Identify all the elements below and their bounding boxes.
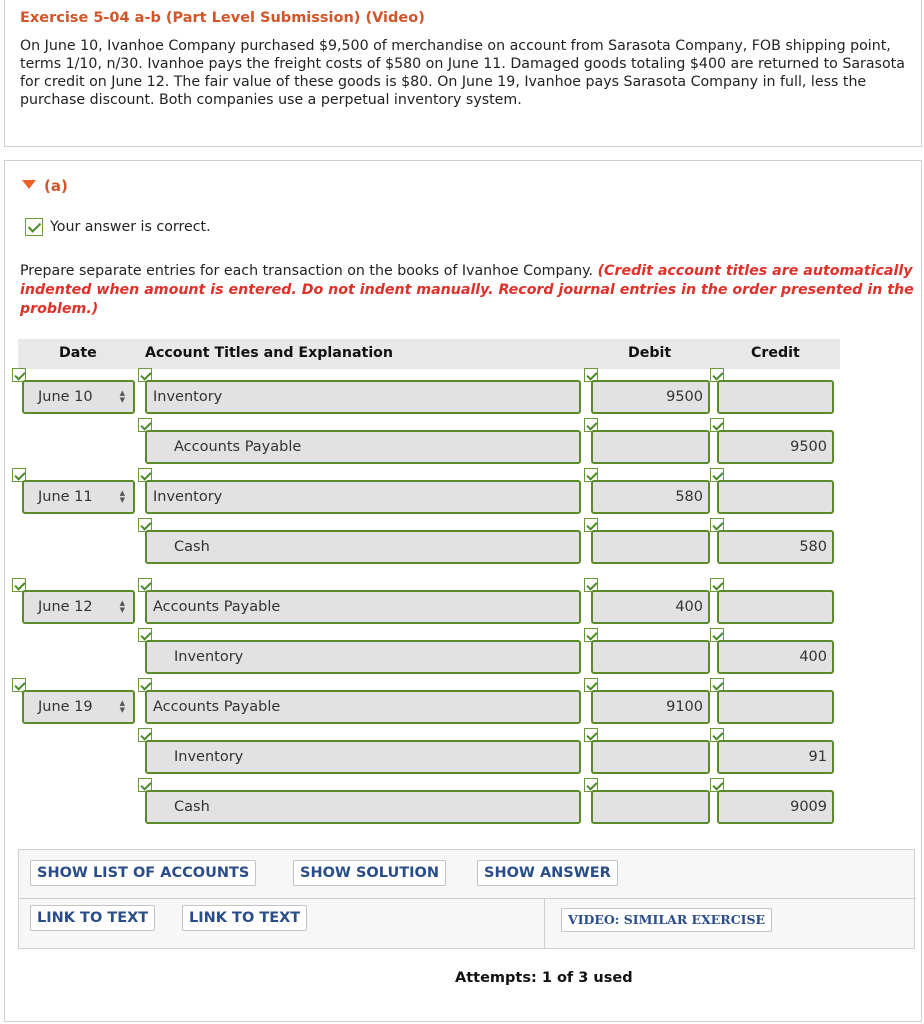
date-select-value: June 11 [38, 489, 93, 505]
select-arrows-icon: ▲ ▼ [119, 699, 125, 714]
debit-input-value: 9500 [666, 389, 703, 405]
account-title-input[interactable] [145, 740, 581, 774]
credit-input[interactable] [717, 790, 834, 824]
account-title-input-value: Inventory [174, 649, 244, 665]
debit-input[interactable] [591, 380, 710, 414]
credit-input-value: 400 [799, 649, 827, 665]
instructions [20, 262, 915, 319]
exercise-text: On June 10, Ivanhoe Company purchased $9,500 of merchandise on account from Sarasota Company, FOB shipping point, terms 1/10, n/30. Ivanhoe pays the freight costs of $580 on June 11. Damaged goods totaling $400 are returned to Sarasota for credit on June 12. The fair value of these goods is $80. On June 19, Ivanhoe pays Sarasota Company in full, less the purchase discount. Both companies use a perpetual inventory system. [20, 38, 905, 108]
credit-input[interactable] [717, 740, 834, 774]
account-title-input-value: Accounts Payable [153, 599, 281, 615]
show-list-of-accounts-button[interactable]: SHOW LIST OF ACCOUNTS [30, 860, 256, 886]
debit-input-value: 400 [675, 599, 703, 615]
account-title-input[interactable] [145, 640, 581, 674]
date-select[interactable] [22, 380, 135, 414]
account-title-input-value: Inventory [153, 389, 223, 405]
account-title-input[interactable] [145, 530, 581, 564]
button-area [18, 849, 915, 949]
account-title-input-value: Accounts Payable [153, 699, 281, 715]
debit-input[interactable] [591, 790, 710, 824]
credit-input-value: 91 [808, 749, 827, 765]
date-select[interactable] [22, 590, 135, 624]
check-icon [25, 218, 43, 236]
credit-input[interactable] [717, 380, 834, 414]
credit-input-value: 580 [799, 539, 827, 555]
debit-input-value: 580 [675, 489, 703, 505]
account-title-input[interactable] [145, 380, 581, 414]
credit-input-value: 9009 [790, 799, 827, 815]
credit-input[interactable] [717, 590, 834, 624]
correct-status-text: Your answer is correct. [50, 219, 211, 235]
account-title-input[interactable] [145, 590, 581, 624]
header-credit: Credit [751, 345, 800, 361]
part-toggle[interactable] [22, 177, 68, 195]
journal-table-header [18, 339, 840, 369]
instruction-note: (Credit account titles are automatically indented when amount is entered. Do not indent manually. Record journal entries in the order presented in the problem.) [20, 263, 914, 317]
credit-input[interactable] [717, 480, 834, 514]
show-solution-button[interactable]: SHOW SOLUTION [293, 860, 446, 886]
header-debit: Debit [628, 345, 672, 361]
select-arrows-icon: ▲ ▼ [119, 389, 125, 404]
debit-input-value: 9100 [666, 699, 703, 715]
divider [544, 898, 545, 949]
account-title-input[interactable] [145, 790, 581, 824]
credit-input[interactable] [717, 430, 834, 464]
debit-input[interactable] [591, 640, 710, 674]
header-account: Account Titles and Explanation [145, 345, 394, 361]
debit-input[interactable] [591, 740, 710, 774]
debit-input[interactable] [591, 480, 710, 514]
account-title-input-value: Cash [174, 799, 210, 815]
collapse-triangle-icon [22, 180, 36, 189]
part-label: (a) [44, 177, 68, 195]
date-select-value: June 12 [38, 599, 93, 615]
debit-input[interactable] [591, 690, 710, 724]
attempts-counter: Attempts: 1 of 3 used [455, 970, 633, 986]
debit-input[interactable] [591, 430, 710, 464]
date-select-value: June 10 [38, 389, 93, 405]
select-arrows-icon: ▲ ▼ [119, 489, 125, 504]
credit-input[interactable] [717, 640, 834, 674]
instruction-text: Prepare separate entries for each transaction on the books of Ivanhoe Company. [20, 263, 594, 279]
link-to-text-button-2[interactable]: LINK TO TEXT [182, 905, 307, 931]
link-to-text-button-1[interactable]: LINK TO TEXT [30, 905, 155, 931]
account-title-input-value: Cash [174, 539, 210, 555]
date-select-value: June 19 [38, 699, 93, 715]
credit-input-value: 9500 [790, 439, 827, 455]
account-title-input[interactable] [145, 690, 581, 724]
date-select[interactable] [22, 480, 135, 514]
correct-status [25, 218, 211, 236]
credit-input[interactable] [717, 690, 834, 724]
select-arrows-icon: ▲ ▼ [119, 599, 125, 614]
exercise-title: Exercise 5-04 a-b (Part Level Submission) (Video) [20, 10, 425, 26]
show-answer-button[interactable]: SHOW ANSWER [477, 860, 618, 886]
date-select[interactable] [22, 690, 135, 724]
account-title-input-value: Inventory [174, 749, 244, 765]
header-date: Date [59, 345, 97, 361]
account-title-input[interactable] [145, 480, 581, 514]
account-title-input-value: Inventory [153, 489, 223, 505]
video-similar-exercise-button[interactable]: VIDEO: SIMILAR EXERCISE [561, 908, 772, 932]
debit-input[interactable] [591, 590, 710, 624]
account-title-input[interactable] [145, 430, 581, 464]
debit-input[interactable] [591, 530, 710, 564]
divider [19, 898, 916, 899]
credit-input[interactable] [717, 530, 834, 564]
account-title-input-value: Accounts Payable [174, 439, 302, 455]
